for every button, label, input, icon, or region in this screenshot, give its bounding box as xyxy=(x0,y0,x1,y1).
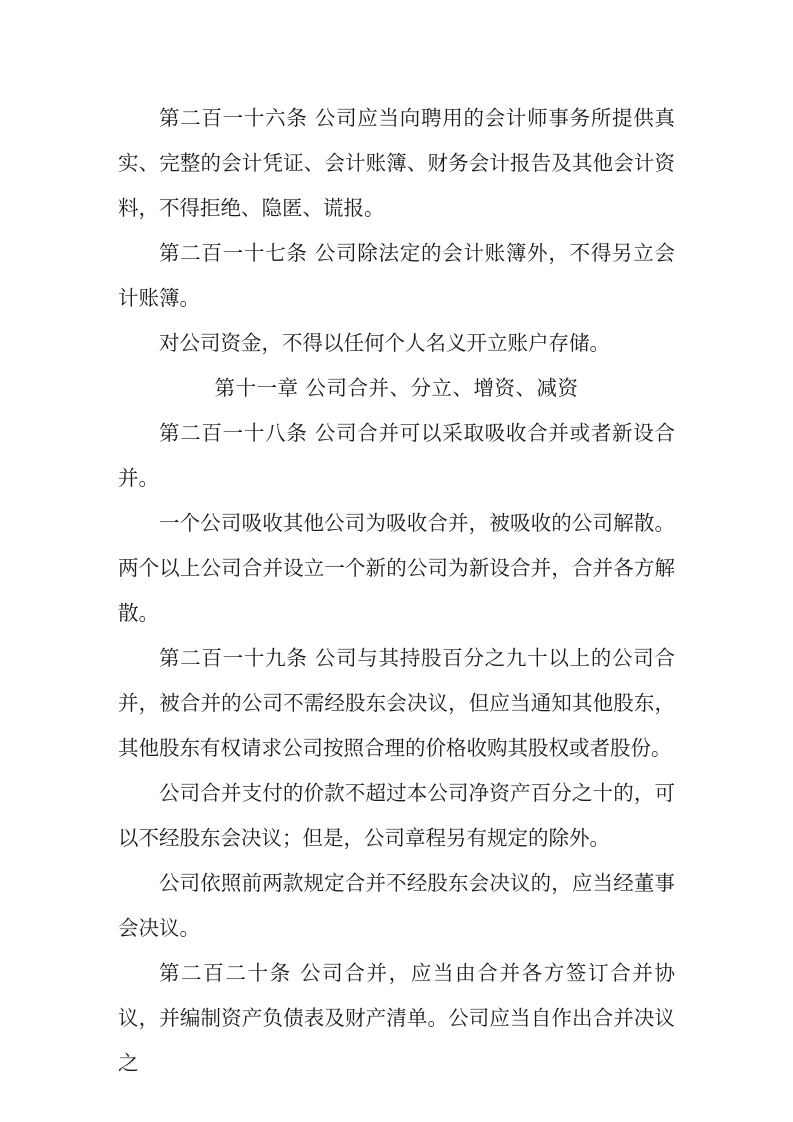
paragraph-article-218-para2: 一个公司吸收其他公司为吸收合并，被吸收的公司解散。两个以上公司合并设立一个新的公司为新设合并，合并各方解散。 xyxy=(118,511,675,625)
paragraph-article-218: 第二百一十八条 公司合并可以采取吸收合并或者新设合并。 xyxy=(118,421,675,490)
paragraph-article-217: 第二百一十七条 公司除法定的会计账簿外，不得另立会计账簿。 xyxy=(118,241,675,310)
chapter-11-heading: 第十一章 公司合并、分立、增资、减资 xyxy=(214,376,579,400)
paragraph-article-216: 第二百一十六条 公司应当向聘用的会计师事务所提供真实、完整的会计凭证、会计账簿、财务会计报告及其他会计资料，不得拒绝、隐匿、谎报。 xyxy=(118,106,675,220)
paragraph-article-219-para2: 公司合并支付的价款不超过本公司净资产百分之十的，可以不经股东会决议；但是，公司章程另有规定的除外。 xyxy=(118,781,675,850)
document-body xyxy=(118,96,675,1086)
paragraph-article-220: 第二百二十条 公司合并，应当由合并各方签订合并协议，并编制资产负债表及财产清单。公司应当自作出合并决议之 xyxy=(118,961,675,1075)
paragraph-article-219-para3: 公司依照前两款规定合并不经股东会决议的，应当经董事会决议。 xyxy=(118,871,675,940)
paragraph-article-219: 第二百一十九条 公司与其持股百分之九十以上的公司合并，被合并的公司不需经股东会决议，但应当通知其他股东，其他股东有权请求公司按照合理的价格收购其股权或者股份。 xyxy=(118,646,675,760)
paragraph-article-217-para2: 对公司资金，不得以任何个人名义开立账户存储。 xyxy=(159,331,610,355)
